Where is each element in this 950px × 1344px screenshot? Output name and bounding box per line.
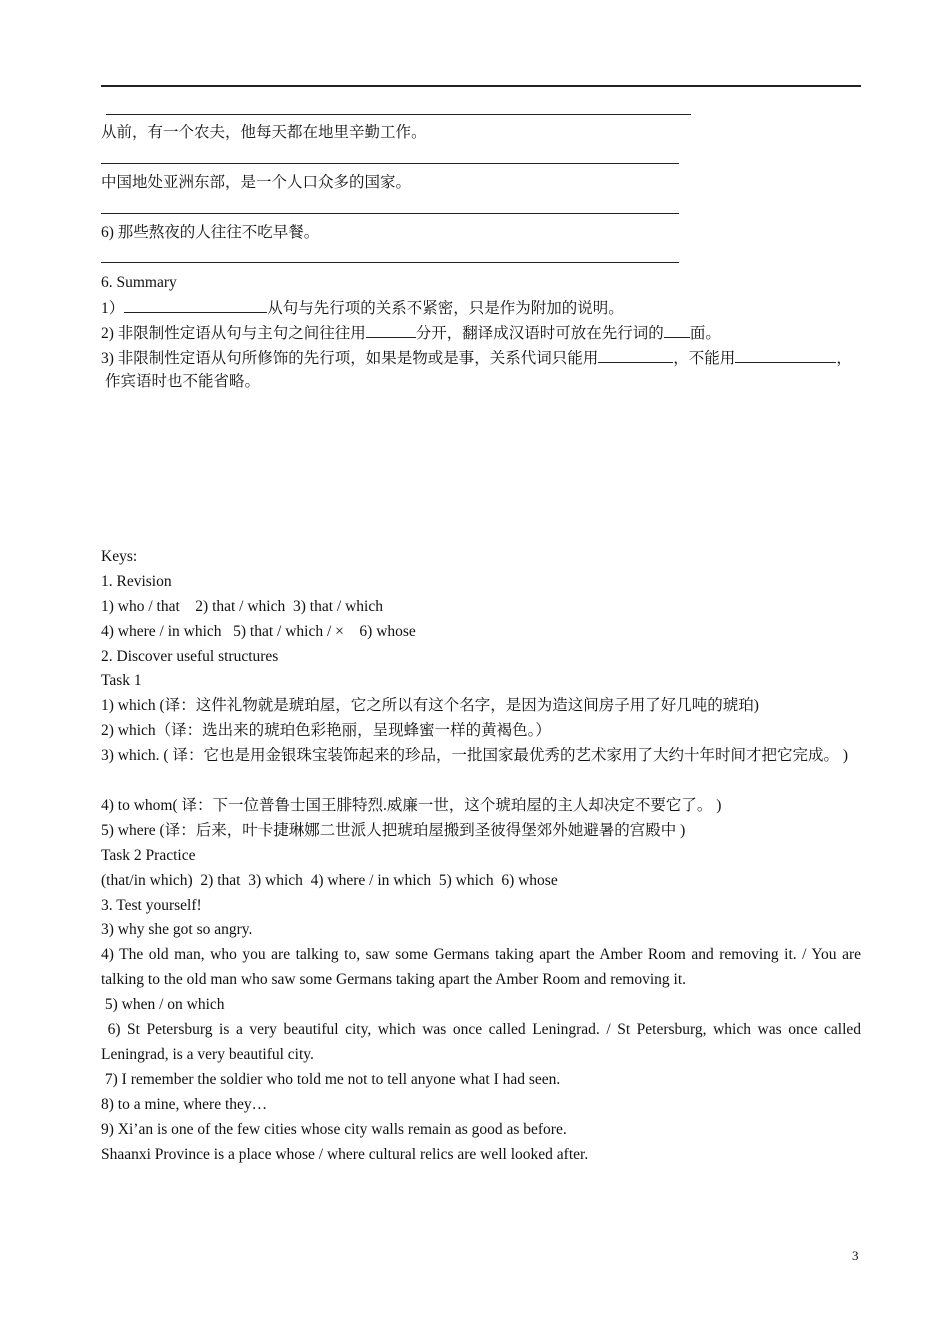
- fill-blank: [664, 322, 690, 338]
- discover-heading: 2. Discover useful structures: [101, 648, 279, 665]
- fill-blank: [366, 322, 416, 338]
- keys-title: Keys:: [101, 548, 138, 565]
- task1-answer-3: 3) which. ( 译：它也是用金银珠宝装饰起来的珍品，一批国家最优秀的艺术家用了大约十年时间才把它完成。 ): [101, 747, 848, 764]
- summary-item-1: [101, 297, 624, 319]
- task1-answer-2: 2) which（译：选出来的琥珀色彩艳丽，呈现蜂蜜一样的黄褐色。）: [101, 722, 551, 739]
- summary-item-3-part-c: ，: [836, 350, 852, 367]
- revision-answers-1: 1) who / that 2) that / which 3) that / which: [101, 598, 383, 615]
- summary-item-2-part-a: 2) 非限制性定语从句与主句之间往往用: [101, 325, 366, 342]
- summary-item-2-part-b: 分开，翻译成汉语时可放在先行词的: [415, 325, 664, 342]
- task1-answer-4: 4) to whom( 译：下一位普鲁士国王腓特烈.威廉一世，这个琥珀屋的主人却决定不要它了。 ): [101, 797, 722, 814]
- exercise-line-c: 6) 那些熬夜的人往往不吃早餐。: [101, 224, 320, 241]
- task2-answers: (that/in which) 2) that 3) which 4) where / in which 5) which 6) whose: [101, 872, 558, 889]
- test-answer-9: 9) Xi’an is one of the few cities whose city walls remain as good as before.: [101, 1121, 567, 1138]
- fill-blank: [124, 297, 267, 313]
- test-answer-7: 7) I remember the soldier who told me not to tell anyone what I had seen.: [101, 1071, 561, 1088]
- summary-item-1-prefix: 1）: [101, 300, 125, 317]
- task1-heading: Task 1: [101, 672, 142, 689]
- summary-item-3-continued: 作宾语时也不能省略。: [105, 373, 261, 390]
- summary-item-1-text: 从句与先行项的关系不紧密，只是作为附加的说明。: [267, 300, 624, 317]
- test-answer-4: 4) The old man, who you are talking to, saw some Germans taking apart the Amber Room and removing it. / You are talking to the old man who saw some Germans taking apart the Amber Room and removing it.: [101, 946, 861, 988]
- test-answer-6: 6) St Petersburg is a very beautiful city, which was once called Leningrad. / St Petersburg, which was once called Leningrad, is a very beautiful city.: [101, 1021, 865, 1063]
- answer-line: [101, 163, 679, 164]
- test-answer-5: 5) when / on which: [101, 996, 225, 1013]
- test-answer-8: 8) to a mine, where they…: [101, 1096, 268, 1113]
- task1-answer-5: 5) where (译：后来，叶卡捷琳娜二世派人把琥珀屋搬到圣彼得堡郊外她避暑的宫殿中 ): [101, 822, 686, 839]
- test-heading: 3. Test yourself!: [101, 897, 202, 914]
- summary-item-3-part-b: ，不能用: [673, 350, 736, 367]
- page-number: 3: [852, 1248, 859, 1263]
- answer-line-top: [101, 85, 861, 87]
- revision-answers-2: 4) where / in which 5) that / which / × 6) whose: [101, 623, 416, 640]
- answer-line: [101, 213, 679, 214]
- fill-blank: [735, 347, 836, 363]
- answer-line: [101, 262, 679, 263]
- exercise-line-a: 从前，有一个农夫，他每天都在地里辛勤工作。: [101, 124, 427, 141]
- task2-heading: Task 2 Practice: [101, 847, 196, 864]
- test-answer-10: Shaanxi Province is a place whose / where cultural relics are well looked after.: [101, 1146, 589, 1163]
- summary-item-2: [101, 322, 721, 344]
- task1-answer-1: 1) which (译：这件礼物就是琥珀屋，它之所以有这个名字，是因为造这间房子用了好几吨的琥珀): [101, 697, 759, 714]
- summary-heading: 6. Summary: [101, 274, 177, 291]
- revision-heading: 1. Revision: [101, 573, 172, 590]
- summary-item-3-part-a: 3) 非限制性定语从句所修饰的先行项，如果是物或是事，关系代词只能用: [101, 350, 599, 367]
- summary-item-2-part-c: 面。: [689, 325, 721, 342]
- fill-blank: [598, 347, 673, 363]
- answer-line: [106, 114, 691, 115]
- exercise-line-b: 中国地处亚洲东部，是一个人口众多的国家。: [101, 174, 412, 191]
- test-answer-3: 3) why she got so angry.: [101, 921, 253, 938]
- summary-item-3: [101, 347, 852, 369]
